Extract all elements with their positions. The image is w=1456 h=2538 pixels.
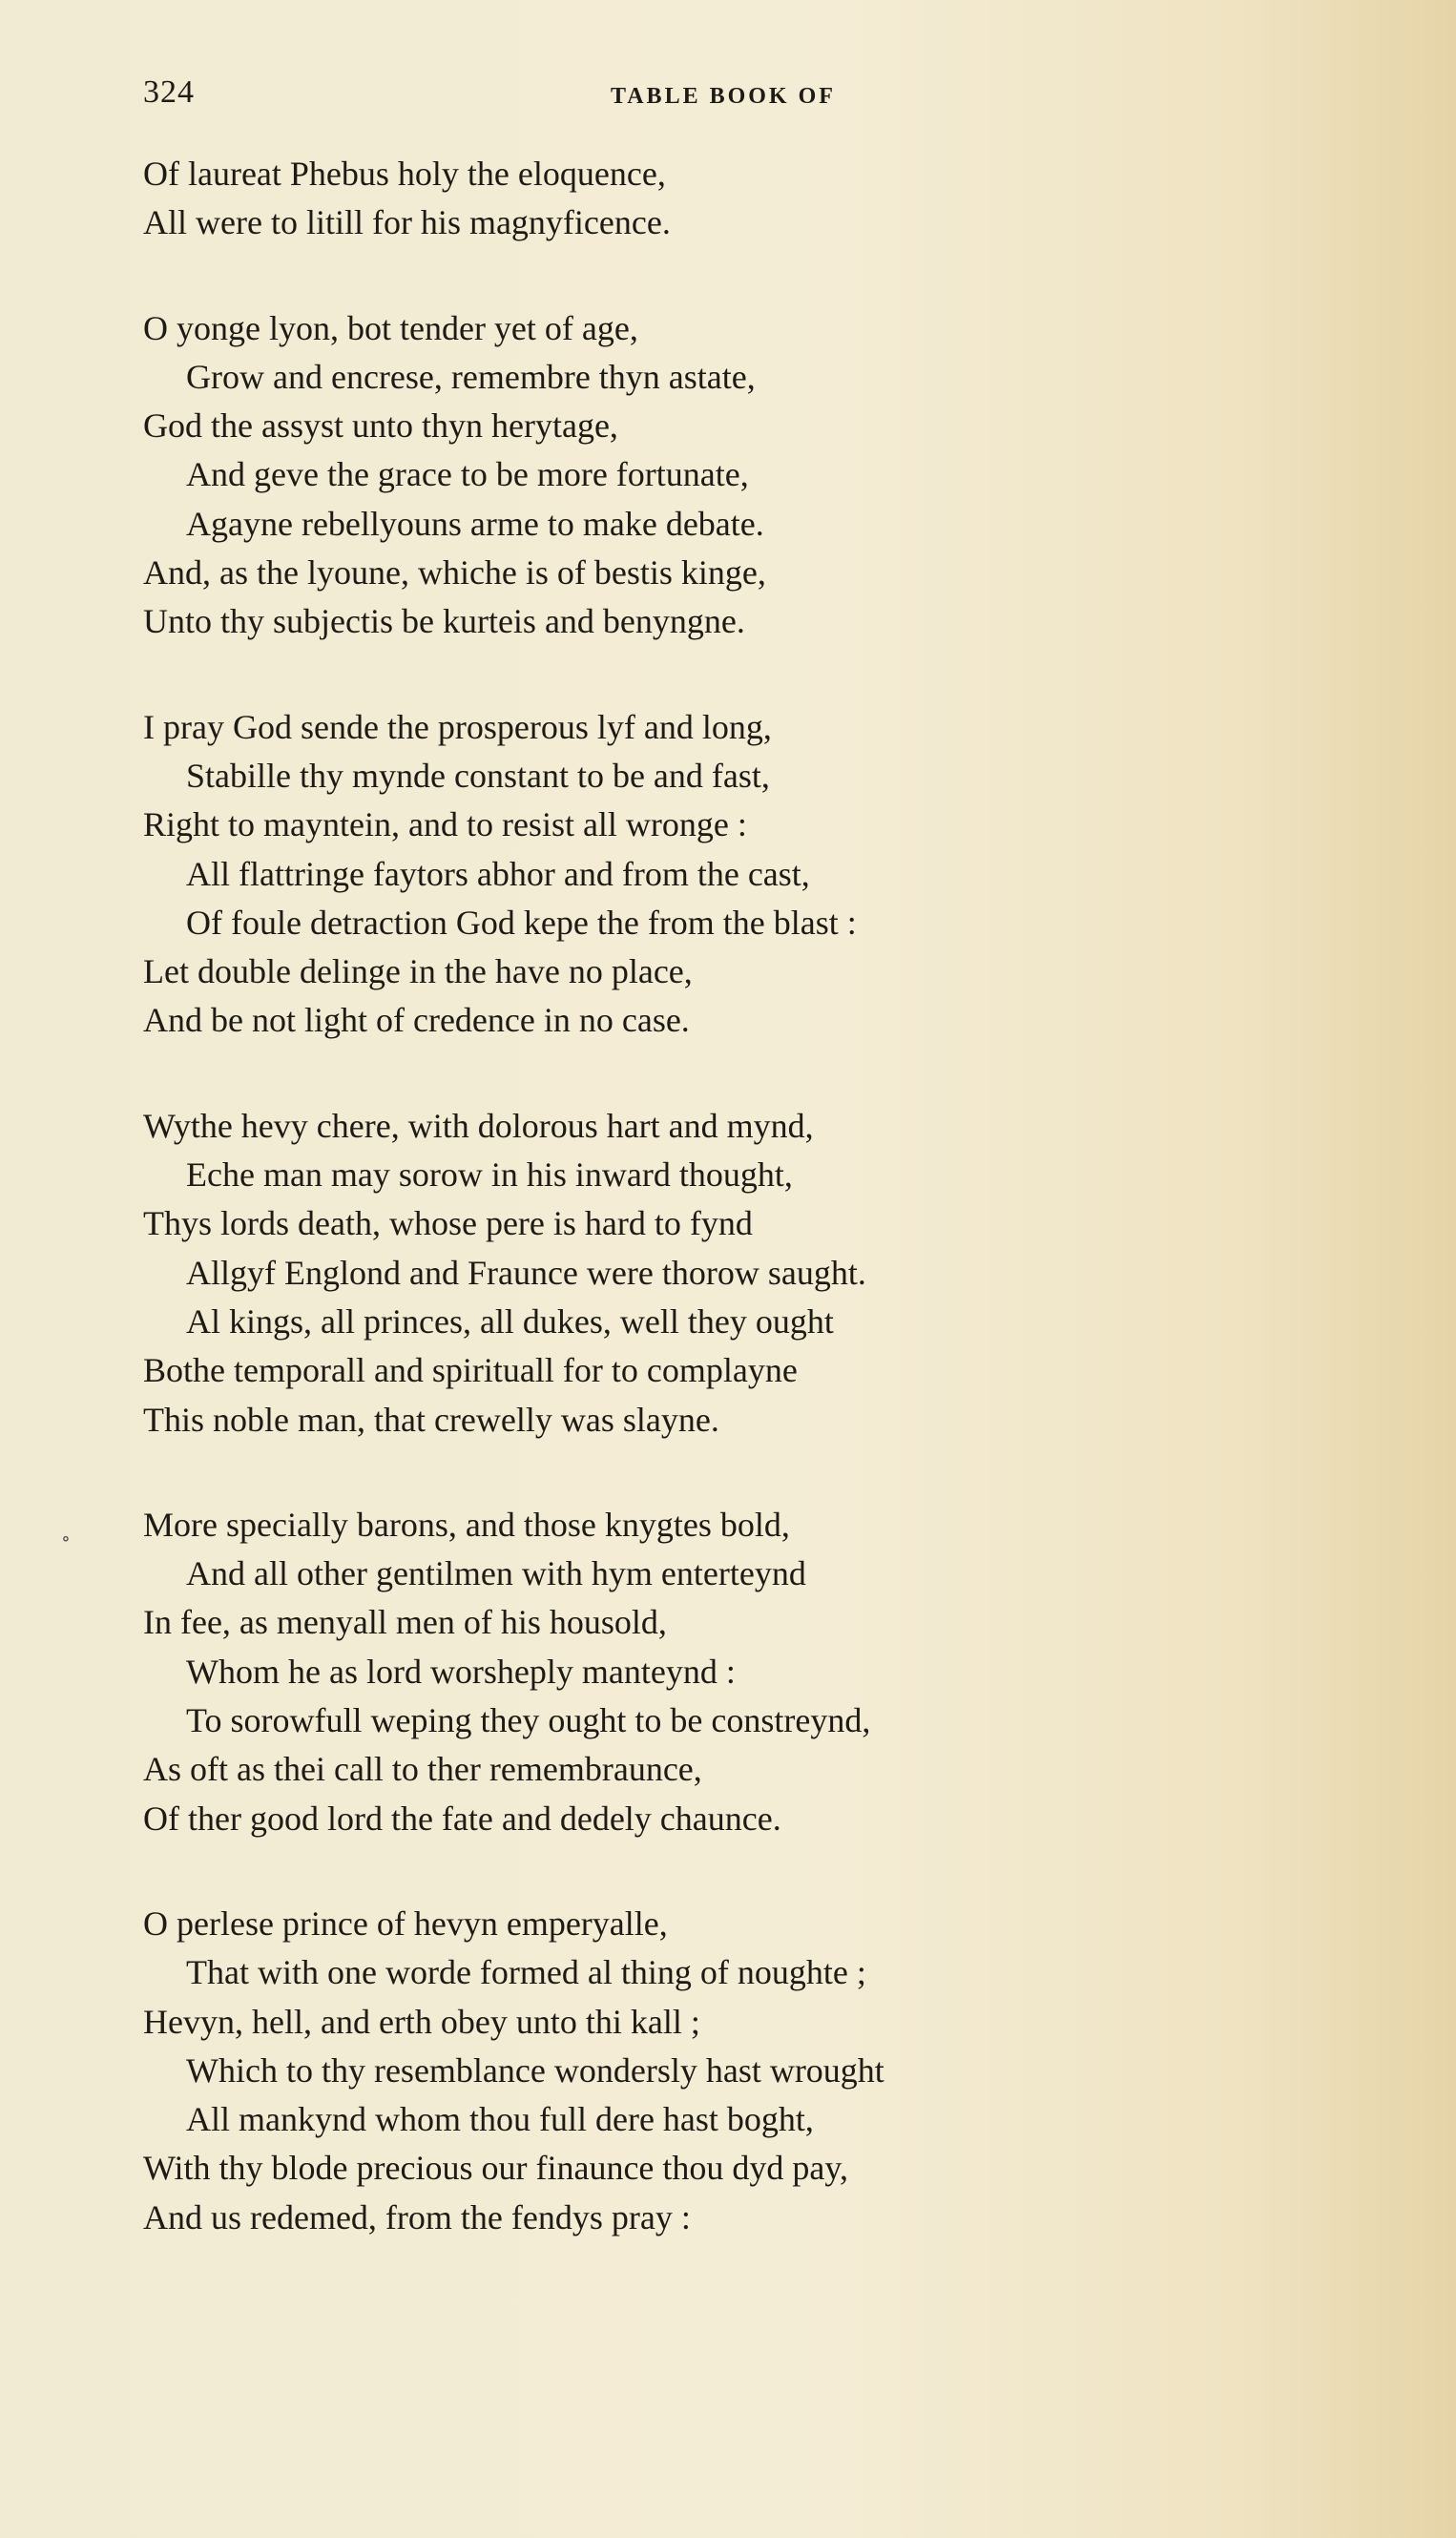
poem-line: This noble man, that crewelly was slayne. (143, 1400, 719, 1439)
stanza (143, 304, 1336, 647)
margin-mark: ∘ (61, 1529, 71, 1550)
poem-line: Of laureat Phebus holy the eloquence, (143, 155, 666, 193)
poem-line: And be not light of credence in no case. (143, 1001, 690, 1040)
poem-line: Thys lords death, whose pere is hard to fynd (143, 1204, 753, 1243)
poem-line: Eche man may sorow in his inward thought, (186, 1155, 793, 1195)
poem-line: As oft as thei call to ther remembraunce, (143, 1750, 702, 1789)
stanza (143, 1501, 1336, 1843)
poem-line: All mankynd whom thou full dere hast boght, (186, 2100, 814, 2139)
stanza (143, 1900, 1336, 2242)
poem-line: Stabille thy mynde constant to be and fast, (186, 756, 770, 795)
poem-line: And geve the grace to be more fortunate, (186, 455, 749, 494)
poem-line: And, as the lyoune, whiche is of bestis kinge, (143, 553, 766, 593)
poem-line: Wythe hevy chere, with dolorous hart and mynd, (143, 1106, 814, 1145)
poem-line: Al kings, all princes, all dukes, well they ought (186, 1301, 834, 1341)
poem-line: All flattringe faytors abhor and from the cast, (186, 854, 810, 893)
poem-line: All were to litill for his magnyficence. (143, 203, 671, 242)
poem-line: Whom he as lord worsheply manteynd : (186, 1652, 736, 1691)
poem-line: Unto thy subjectis be kurteis and benyngne. (143, 602, 745, 641)
page-header (0, 74, 1456, 122)
poem-line: Allgyf Englond and Fraunce were thorow saught. (186, 1253, 866, 1292)
poem-line: God the assyst unto thyn herytage, (143, 406, 618, 446)
poem-line: In fee, as menyall men of his housold, (143, 1603, 667, 1642)
poem-line: Hevyn, hell, and erth obey unto thi kall ; (143, 2002, 700, 2041)
poem-line: With thy blode precious our finaunce thou dyd pay, (143, 2149, 849, 2188)
poem-line: O yonge lyon, bot tender yet of age, (143, 308, 638, 347)
page-number: 324 (143, 74, 195, 110)
poem-line: O perlese prince of hevyn emperyalle, (143, 1904, 668, 1943)
poem-line: And all other gentilmen with hym enterteynd (186, 1554, 806, 1593)
poem-line: Of foule detraction God kepe the from the blast : (186, 903, 857, 942)
stanza (143, 150, 1336, 248)
poem-line: And us redemed, from the fendys pray : (143, 2197, 691, 2236)
poem-line: Agayne rebellyouns arme to make debate. (186, 504, 764, 543)
poem-line: Which to thy resemblance wondersly hast wrought (186, 2050, 884, 2090)
poem-line: That with one worde formed al thing of noughte ; (186, 1953, 866, 1992)
poem-line: Let double delinge in the have no place, (143, 952, 693, 991)
poem-line: Bothe temporall and spirituall for to complayne (143, 1351, 798, 1390)
stanza (143, 1102, 1336, 1445)
stanza (143, 703, 1336, 1046)
poem-line: Grow and encrese, remembre thyn astate, (186, 357, 756, 396)
poem-line: Right to mayntein, and to resist all wronge : (143, 805, 747, 844)
poem-body (143, 150, 1336, 2299)
poem-line: More specially barons, and those knygtes bold, (143, 1505, 790, 1544)
poem-line: I pray God sende the prosperous lyf and long, (143, 707, 772, 746)
running-head: TABLE BOOK OF (611, 84, 836, 109)
poem-line: To sorowfull weping they ought to be constreynd, (186, 1701, 871, 1740)
poem-line: Of ther good lord the fate and dedely chaunce. (143, 1799, 781, 1838)
